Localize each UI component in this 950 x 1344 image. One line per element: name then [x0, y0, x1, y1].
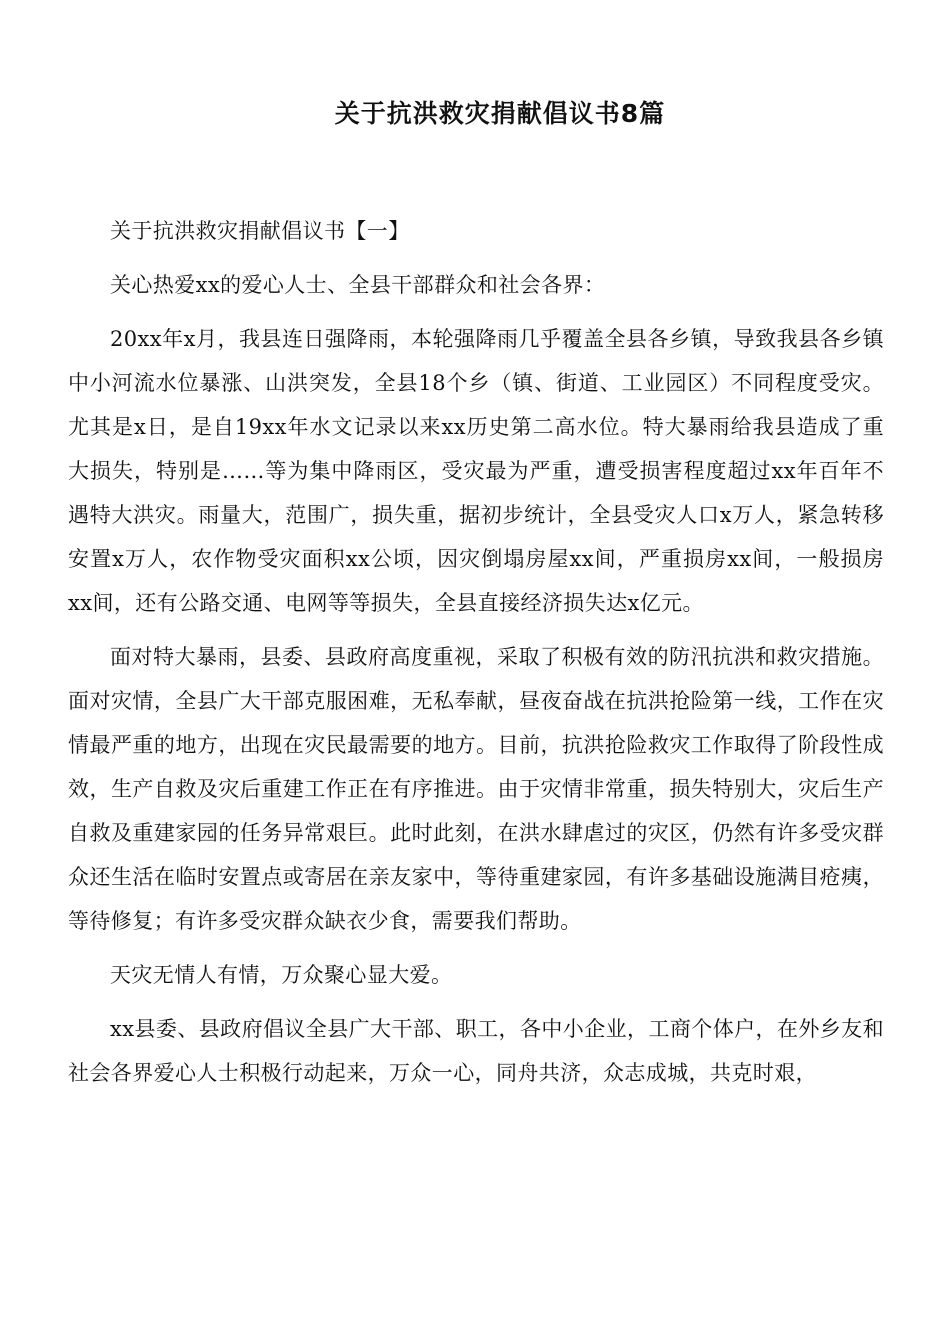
document-title: 关于抗洪救灾捐献倡议书8篇	[334, 99, 666, 128]
paragraph-appeal: xx县委、县政府倡议全县广大干部、职工，各中小企业，工商个体户，在外乡友和社会各界爱心人士积极行动起来，万众一心，同舟共济，众志成城，共克时艰，	[68, 1017, 884, 1085]
paragraph-slogan: 天灾无情人有情，万众聚心显大爱。	[110, 963, 453, 987]
section-heading: 关于抗洪救灾捐献倡议书【一】	[110, 219, 410, 243]
paragraph-disaster-overview: 20xx年x月，我县连日强降雨，本轮强降雨几乎覆盖全县各乡镇，导致我县各乡镇中小河流水位暴涨、山洪突发，全县18个乡（镇、街道、工业园区）不同程度受灾。尤其是x日，是自19xx年水文记录以来xx历史第二高水位。特大暴雨给我县造成了重大损失，特别是……等为集中降雨区，受灾最为严重，遭受损害程度超过xx年百年不遇特大洪灾。雨量大，范围广，损失重，据初步统计，全县受灾人口x万人，紧急转移安置x万人，农作物受灾面积xx公顷，因灾倒塌房屋xx间，严重损房xx间，一般损房xx间，还有公路交通、电网等等损失，全县直接经济损失达x亿元。	[68, 327, 884, 615]
salutation: 关心热爱xx的爱心人士、全县干部群众和社会各界：	[110, 273, 606, 297]
document-body	[68, 209, 884, 1105]
paragraph-government-response: 面对特大暴雨，县委、县政府高度重视，采取了积极有效的防汛抗洪和救灾措施。面对灾情，全县广大干部克服困难，无私奉献，昼夜奋战在抗洪抢险第一线，工作在灾情最严重的地方，出现在灾民最需要的地方。目前，抗洪抢险救灾工作取得了阶段性成效，生产自救及灾后重建工作正在有序推进。由于灾情非常重，损失特别大，灾后生产自救及重建家园的任务异常艰巨。此时此刻，在洪水肆虐过的灾区，仍然有许多受灾群众还生活在临时安置点或寄居在亲友家中，等待重建家园，有许多基础设施满目疮痍，等待修复；有许多受灾群众缺衣少食，需要我们帮助。	[68, 645, 884, 933]
